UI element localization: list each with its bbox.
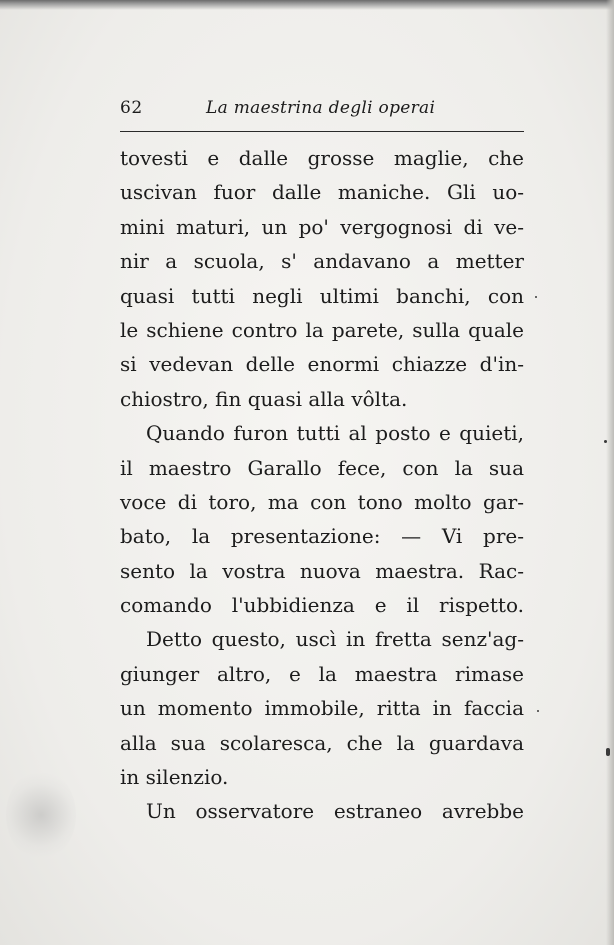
header-rule	[120, 131, 524, 132]
text-line: giunger altro, e la maestra rimase	[120, 661, 524, 686]
scan-speck	[535, 296, 537, 298]
scan-speck	[604, 440, 607, 443]
text-line: sento la vostra nuova maestra. Rac-	[120, 558, 524, 583]
page-header	[120, 98, 524, 124]
text-line: voce di toro, ma con tono molto gar-	[120, 489, 524, 514]
text-line: tovesti e dalle grosse maglie, che	[120, 146, 524, 170]
text-line: bato, la presentazione: — Vi pre-	[120, 524, 524, 549]
text-line: un momento immobile, ritta in faccia	[120, 696, 524, 721]
text-line: mini maturi, un po' vergognosi di ve-	[120, 214, 524, 239]
text-line: uscivan fuor dalle maniche. Gli uo-	[120, 180, 524, 205]
scan-speck	[537, 710, 539, 712]
scan-right-edge	[606, 0, 614, 945]
text-line: quasi tutti negli ultimi banchi, con	[120, 283, 524, 308]
text-line: il maestro Garallo fece, con la sua	[120, 455, 524, 480]
page-smudge	[6, 770, 76, 860]
text-line: alla sua scolaresca, che la guardava	[120, 730, 524, 755]
text-line: le schiene contro la parete, sulla quale	[120, 317, 524, 342]
body-text	[120, 141, 524, 829]
text-line: Un osservatore estraneo avrebbe	[146, 799, 524, 824]
scan-speck	[606, 748, 610, 756]
scan-top-edge	[0, 0, 614, 10]
text-line: nir a scuola, s' andavano a metter	[120, 249, 524, 274]
running-head: La maestrina degli operai	[206, 98, 436, 118]
text-line: in silenzio.	[120, 765, 229, 790]
text-line: chiostro, fin quasi alla vôlta.	[120, 386, 408, 411]
text-line: comando l'ubbidienza e il rispetto.	[120, 593, 524, 618]
text-line: Quando furon tutti al posto e quieti,	[146, 421, 524, 446]
page-number: 62	[120, 98, 143, 118]
text-line: Detto questo, uscì in fretta senz'ag-	[146, 627, 524, 652]
text-line: si vedevan delle enormi chiazze d'in-	[120, 352, 524, 377]
